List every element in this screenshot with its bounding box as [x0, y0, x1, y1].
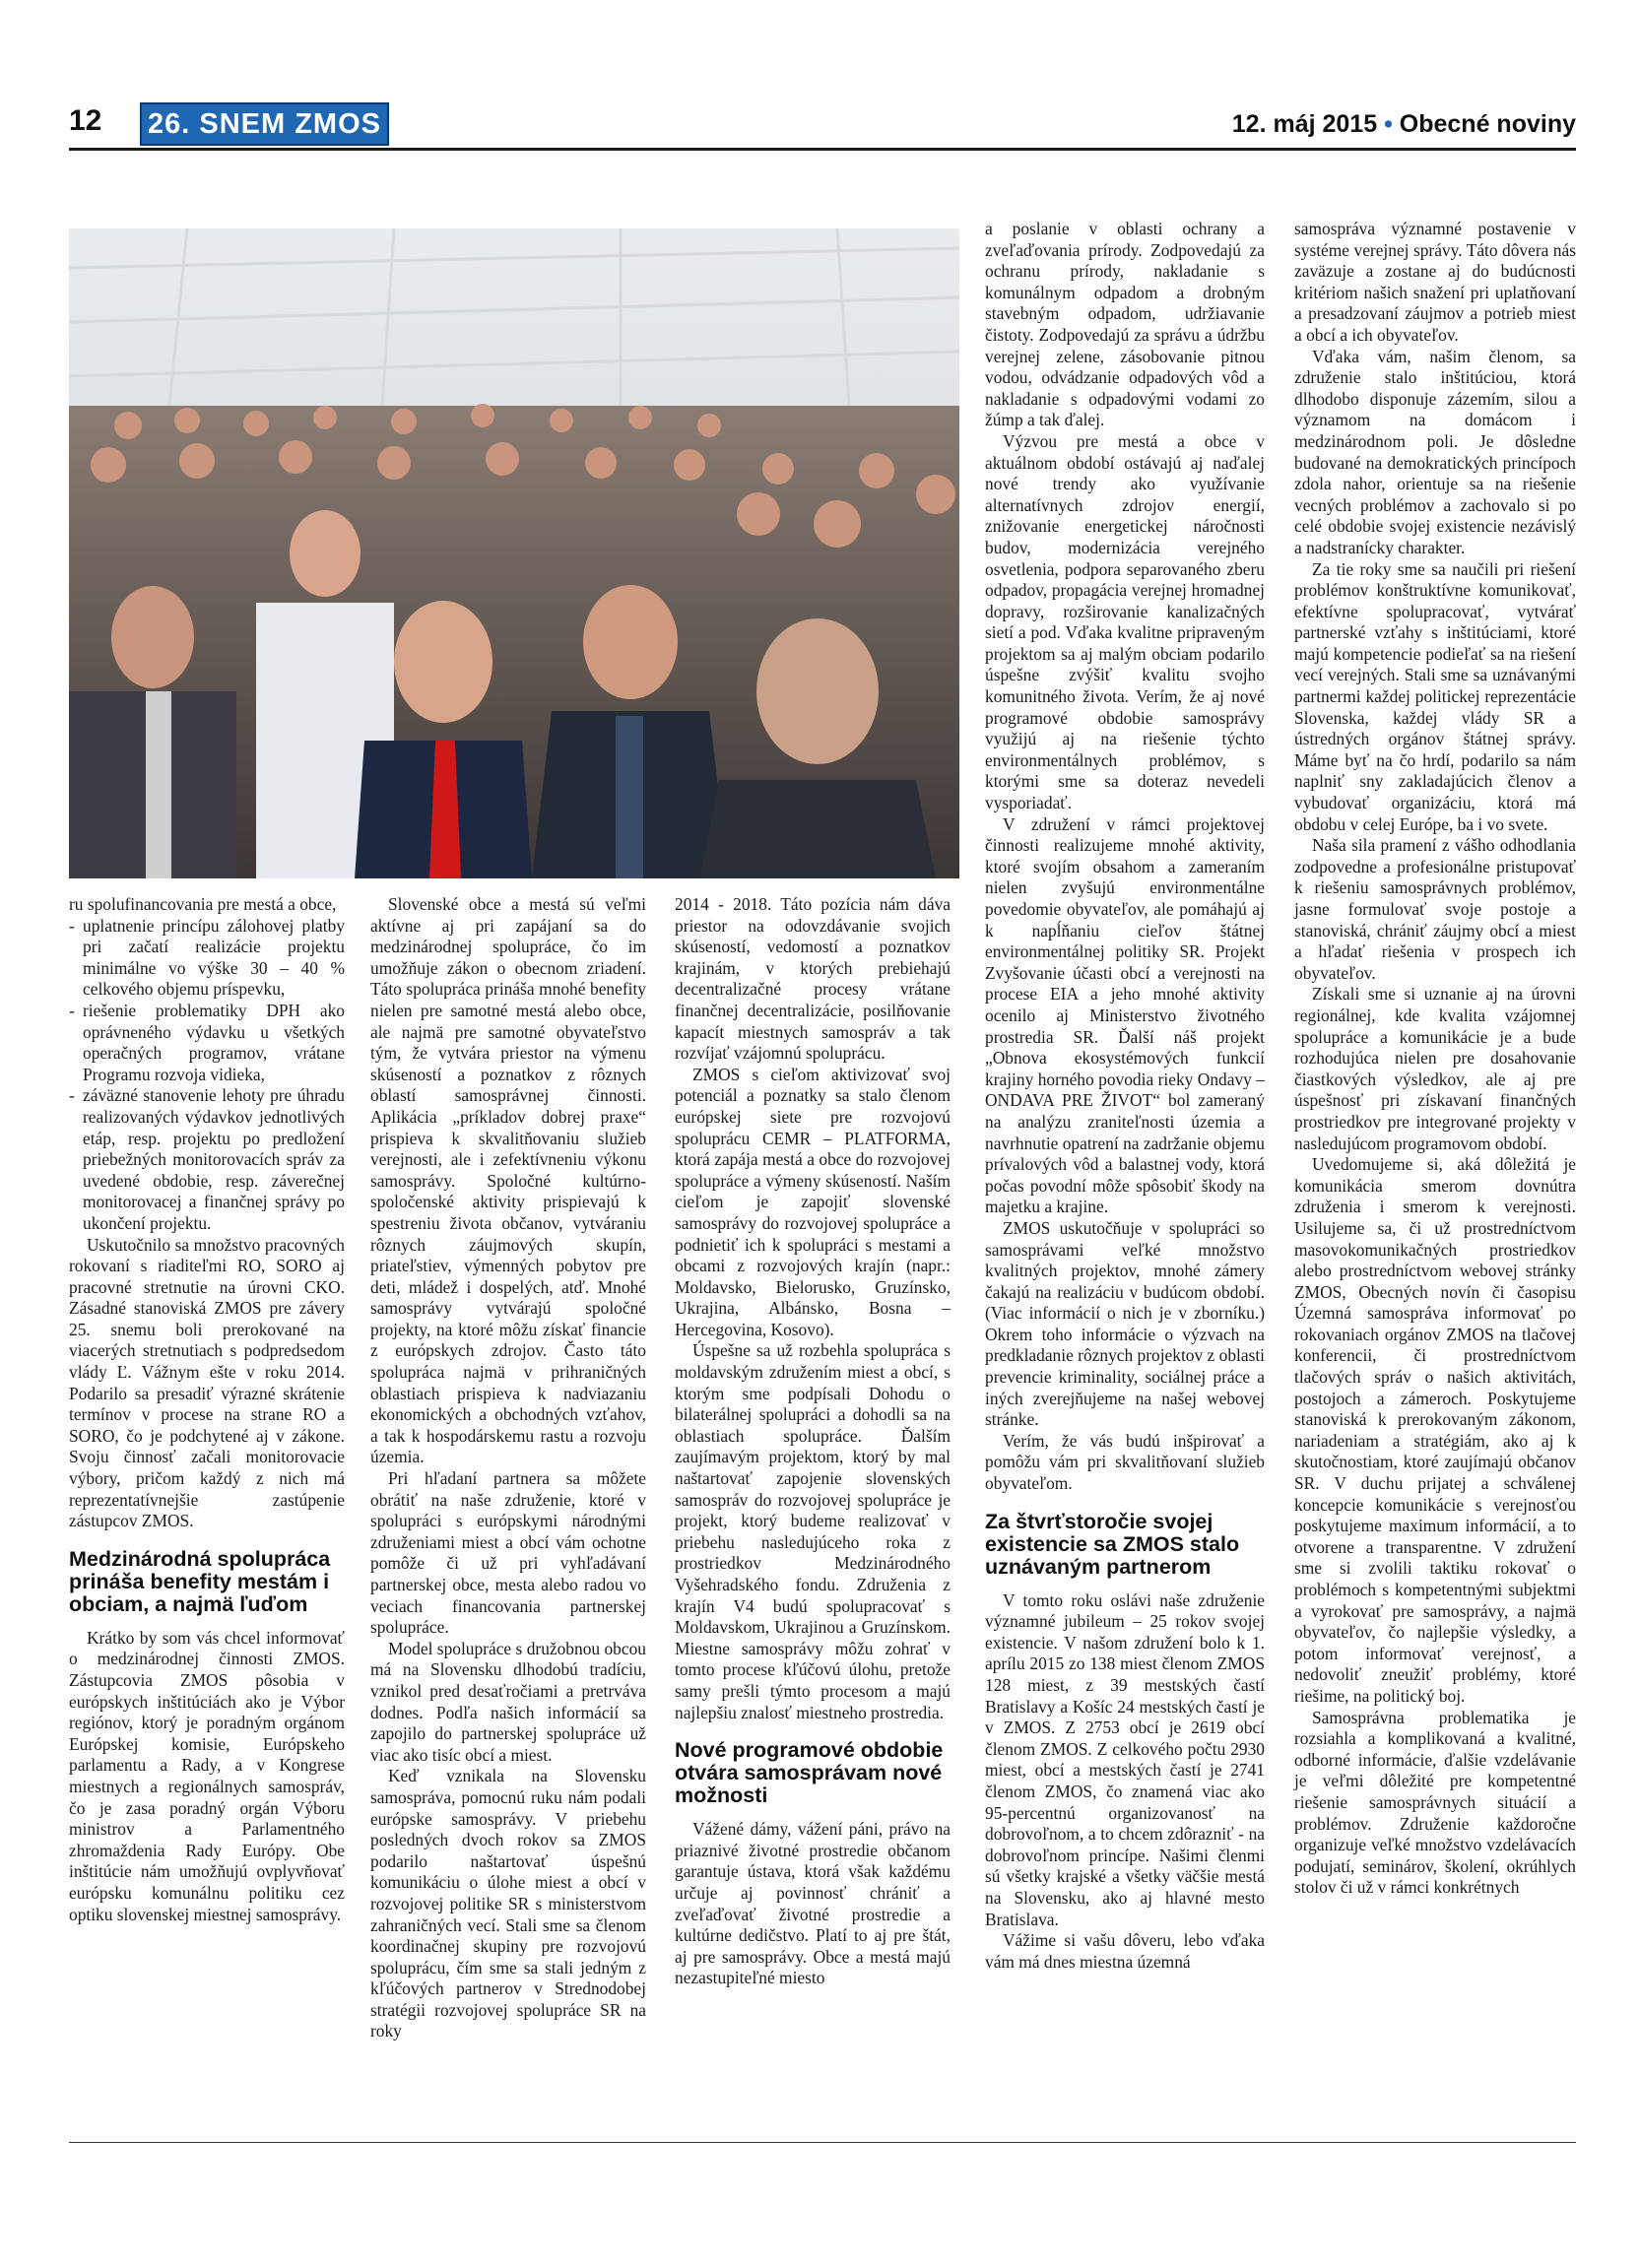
paragraph: ZMOS s cieľom aktivizovať svoj potenciál a poznatky sa stalo členom európskej siete pre rozvojovú spoluprácu CEMR – PLATFORMA, ktorá zapája mestá a obce do rozvojovej spolupráce a výmeny skúseností. Naším cieľom je zapojiť slovenské samosprávy do rozvojovej spolupráce a podnietiť ich k spolupráci s mestami a obcami z rozvojových krajín (napr.: Moldavsko, Bielorusko, Gruzínsko, Ukrajina, Albánsko, Bosna – Hercegovina, Kosovo). — [675, 1064, 951, 1339]
paragraph: V združení v rámci projektovej činnosti realizujeme mnohé aktivity, ktoré svojím obsahom a zameraním nielen zvyšujú environmentálne povedomie obyvateľov, ale pomáhajú aj k napĺňaniu cieľov štátnej environmentálnej politiky SR. Projekt Zvyšovanie účasti obcí a verejnosti na procese EIA a jeho mnohé aktivity ocenilo aj Ministerstvo životného prostredia SR. Ďalší náš projekt „Obnova ekosystémových funkcií krajiny horného povodia rieky Ondavy – ONDAVA PRE ŽIVOT“ bol zameraný na analýzu zraniteľnosti územia a navrhnutie opatrení na zadržanie objemu prívalových vôd a balastnej vody, ktorá počas povodní môže spôsobiť škody na majetku a krajine. — [985, 813, 1265, 1217]
paragraph: V tomto roku oslávi naše združenie významné jubileum – 25 rokov svojej existencie. V našom združení bolo k 1. aprílu 2015 zo 138 miest členom ZMOS 128 miest, z 39 mestských častí Bratislavy a Košíc 24 mestských častí je v ZMOS. Z 2753 obcí je 2619 obcí členom ZMOS. Z celkového počtu 2930 miest, obcí a mestských častí je 2741 členom ZMOS, čo znamená viac ako 95-percentnú organizovanosť na dobrovoľnom, a to chcem zdôrazniť - na dobrovoľnom princípe. Našimi členmi sú všetky krajské a všetky väčšie mestá na Slovensku, ako aj hlavné mesto Bratislava. — [985, 1589, 1265, 1929]
paragraph: Model spolupráce s družobnou obcou má na Slovensku dlhodobú tradíciu, vznikol pred desaťročiami a pretrváva dodnes. Podľa našich informácií sa zapojilo do partnerskej spolupráce už viac ako tisíc obcí a miest. — [370, 1638, 646, 1765]
subheading: Nové programové obdobie otvára samosprávam nové možnosti — [675, 1738, 944, 1808]
paragraph: Výzvou pre mestá a obce v aktuálnom období ostávajú aj naďalej nové trendy ako využívanie alternatívnych zdrojov energií, znižovanie energetickej náročnosti budov, modernizácia verejného osvetlenia, podpora separovaného zberu odpadov, propagácia verejnej hromadnej dopravy, rozširovanie kanalizačných sietí a pod. Vďaka kvalitne pripraveným projektom sa aj malým obciam podarilo úspešne zvýšiť kvalitu svojho komunitného života. Verím, že aj nové programové obdobie samosprávy využijú aj na riešenie týchto environmentálnych problémov, s ktorými sme sa doteraz nevedeli vysporiadať. — [985, 430, 1265, 813]
paragraph: Keď vznikala na Slovensku samospráva, pomocnú ruku nám podali európske samosprávy. V priebehu posledných dvoch rokov sa ZMOS podarilo naštartovať úspešnú komunikáciu o úlohe miest a obcí v rozvojovej politike SR s ministerstvom zahraničných vecí. Stali sme sa členom koordinačnej skupiny pre rozvojovú spoluprácu, čím sme sa stali jedným z kľúčových partnerov v Strednodobej stratégii rozvojovej spolupráce SR na roky — [370, 1766, 646, 2041]
conference-audience-photo — [69, 228, 959, 878]
paragraph: Získali sme si uznanie aj na úrovni regionálnej, kde kvalita vzájomnej spolupráce a komunikácie je a bude rozhodujúca nielen pre dosahovanie čiastkových výsledkov, ale aj pre úspešnosť pri získavaní finančných prostriedkov pre integrované projekty v nasledujúcom programovom období. — [1294, 984, 1576, 1153]
issue-date: 12. máj 2015 — [1231, 110, 1378, 138]
footer-rule — [69, 2142, 1576, 2143]
article-column-3 — [675, 894, 951, 1989]
publication-name: Obecné noviny — [1399, 110, 1576, 138]
paragraph: Vážené dámy, vážení páni, právo na priaznivé životné prostredie občanom garantuje ústava, ktorá však každému určuje aj povinnosť chrániť a zveľaďovať životné prostredie a kultúrne dedičstvo. Platí to aj pre štát, aj pre samosprávy. Obce a mestá majú nezastupiteľné miesto — [675, 1819, 951, 1988]
paragraph: Vďaka vám, našim členom, sa združenie stalo inštitúciou, ktorá dlhodobo disponuje zázemím, silou a významom na domácom i medzinárodnom poli. Je dôsledne budované na demokratických princípoch zdola nahor, orientuje sa na riešenie vecných problémov a zachovalo si po celé obdobie svojej existencie nezávislý a nadstranícky charakter. — [1294, 346, 1576, 557]
paragraph: Za tie roky sme sa naučili pri riešení problémov konštruktívne komunikovať, efektívne spolupracovať, vytvárať partnerské vzťahy s inštitúciami, ktoré majú kompetencie podieľať sa na riešení vecí verejných. Stali sme sa uznávanými partnermi každej politickej reprezentácie Slovenska, každej vlády SR a ústredných orgánov štátnej správy. Máme byť na čo hrdí, podarilo sa nám naplniť sny zakladajúcich členov a vybudovať organizáciu, ktorá má obdobu v celej Európe, ba i vo svete. — [1294, 558, 1576, 834]
separator-dot: • — [1384, 110, 1393, 138]
paragraph: Naša sila pramení z vášho odhodlania zodpovedne a profesionálne pristupovať k riešeniu samosprávnych problémov, jasne formulovať svoje postoje a stanoviská, chrániť záujmy obcí a miest a hľadať riešenia v prospech ich obyvateľov. — [1294, 835, 1576, 983]
paragraph: Uvedomujeme si, aká dôležitá je komunikácia smerom dovnútra združenia i smerom k verejnosti. Usilujeme sa, či už prostredníctvom masovokomunikačných prostriedkov alebo prostredníctvom webovej stránky ZMOS, Obecných novín či časopisu Územná samospráva informovať po rokovaniach orgánov ZMOS na tlačovej konferencii, či prostredníctvom tlačových správ o našich aktivitách, postojoch a zámeroch. Poskytujeme stanoviská k prerokovaným zákonom, nariadeniam a stratégiám, ako aj k skutočnostiam, ktoré zaujímajú občanov SR. V duchu prijatej a schválenej koncepcie komunikácie s verejnosťou poskytujeme maximum informácií, a to otvorene a transparentne. V združení sme si zvolili taktiku rokovať o problémoch s kompetentnými subjektmi a vyrokovať pre samosprávy, a najmä obyvateľov, čo najlepšie výsledky, a potom informovať verejnosť, a nedovoliť zneužiť problémy, ktoré riešime, na politický boj. — [1294, 1154, 1576, 1706]
paragraph: 2014 - 2018. Táto pozícia nám dáva priestor na odovzdávanie svojich skúseností, vedomostí a poznatkov krajinám, v ktorých prebiehajú decentralizačné procesy vrátane finančnej decentralizácie, posilňovanie kapacít miestnych samospráv a tak rozvíjať vzájomnú spoluprácu. — [675, 894, 951, 1064]
page-header — [69, 102, 1576, 150]
paragraph: Pri hľadaní partnera sa môžete obrátiť na naše združenie, ktoré v spolupráci s európskymi národnými združeniami miest a obcí vám ochotne pomôže či už pri vyhľadávaní partnerskej obce, mesta alebo radou vo veciach financovania partnerskej spolupráce. — [370, 1468, 646, 1638]
subheading: Medzinárodná spolupráca prináša benefity mestám i obciam, a najmä ľuďom — [69, 1546, 331, 1616]
section-label: 26. SNEM ZMOS — [140, 102, 389, 146]
article-column-1 — [69, 894, 345, 1925]
article-column-2 — [370, 894, 646, 2042]
paragraph: Samosprávna problematika je rozsiahla a komplikovaná a kvalitné, odborné informácie, ďalšie vzdelávanie je veľmi dôležité pre kompetentné riešenie samosprávnych situácií a problémov. Združenie každoročne organizuje veľké množstvo vzdelávacích podujatí, seminárov, školení, okrúhlych stolov či už v rámci konkrétnych — [1294, 1707, 1576, 1898]
paragraph: Slovenské obce a mestá sú veľmi aktívne aj pri zapájaní sa do medzinárodnej spolupráce, čo im umožňuje zákon o obecnom zriadení. Táto spolupráca prináša mnohé benefity nielen pre samotné mestá alebo obce, ale najmä pre samotné obyvateľstvo tým, že vytvára priestor na výmenu skúseností a poznatkov z rôznych oblastí samosprávnej činnosti. Aplikácia „príkladov dobrej praxe“ prispieva k skvalitňovaniu služieb verejnosti, ale i zefektívneniu výkonu samosprávy. Spoločné kultúrno-spoločenské aktivity prispievajú k spestreniu života občanov, vytváraniu rôznych záujmových skupín, priateľstiev, výmenných pobytov pre deti, mládež i dospelých, atď. Mnohé samosprávy vytvárajú spoločné projekty, na ktoré môžu získať financie z európskych zdrojov. Často táto spolupráca najmä v prihraničných oblastiach prispieva k nadviazaniu ekonomických a obchodných vzťahov, a tak k hospodárskemu rastu a rozvoju územia. — [370, 894, 646, 1467]
paragraph: samospráva významné postavenie v systéme verejnej správy. Táto dôvera nás zaväzuje a zostane aj do budúcnosti kritériom našich snažení pri uplatňovaní a presadzovaní záujmov a potrieb miest a obcí a ich obyvateľov. — [1294, 219, 1576, 345]
paragraph: ru spolufinancovania pre mestá a obce, — [69, 894, 337, 914]
header-rule — [69, 148, 1576, 151]
paragraph: Uskutočnilo sa množstvo pracovných rokovaní s riaditeľmi RO, SORO aj pracovné stretnutie na úrovni CKO. Zásadné stanoviská ZMOS pre závery 25. snemu boli prerokované na viacerých stretnutiach s podpredsedom vlády Ľ. Vážnym ešte v roku 2014. Podarilo sa presadiť výrazné skrátenie termínov v procese na strane RO a SORO, čo je podchytené aj v zákone. Svoju činnosť začali monitorovacie výbory, pričom každý z nich má reprezentatívnejšie zastúpenie zástupcov ZMOS. — [69, 1234, 345, 1531]
demands-list — [69, 916, 345, 1235]
list-item: - záväzné stanovenie lehoty pre úhradu realizovaných výdavkov jednotlivých etáp, resp. projektu po predložení priebežných monitorovacích správ za uvedené obdobie, resp. záverečnej monitorovacej a finančnej správy po ukončení projektu. — [69, 1085, 345, 1234]
paragraph: a poslanie v oblasti ochrany a zveľaďovania prírody. Zodpovedajú za ochranu prírody, nakladanie s komunálnym odpadom a drobným stavebným odpadom, udržiavanie čistoty. Zodpovedajú za správu a údržbu verejnej zelene, zásobovanie pitnou vodou, odvádzanie odpadových vôd a nakladanie s odpadovými vodami zo žúmp a tak ďalej. — [985, 219, 1265, 430]
list-item: - uplatnenie princípu zálohovej platby pri začatí realizácie projektu minimálne vo výške 30 – 40 % celkového objemu príspevku, — [69, 916, 345, 1001]
subheading: Za štvrťstoročie svojej existencie sa ZMOS stalo uznávaným partnerom — [985, 1509, 1240, 1579]
article-column-5 — [1294, 219, 1576, 1899]
dateline — [1232, 110, 1576, 139]
paragraph: ZMOS uskutočňuje v spolupráci so samosprávami veľké množstvo kvalitných projektov, mnohé zámery čakajú na realizáciu v budúcom období. (Viac informácií o nich je v zborníku.) Okrem toho informácie o výzvach na predkladanie rôznych projektov z oblasti prevencie kriminality, sociálnej práce a iných zverejňujeme na našej webovej stránke. — [985, 1217, 1265, 1430]
page-number: 12 — [69, 104, 102, 137]
paragraph: Krátko by som vás chcel informovať o medzinárodnej činnosti ZMOS. Zástupcovia ZMOS pôsobia v európskych inštitúciách ako je Výbor regiónov, ktorý je poradným orgánom Európskej komisie, Európskeho parlamentu a Rady, a v Kongrese miestnych a regionálnych samospráv, čo je zasa poradný orgán Výboru ministrov a Parlamentného zhromaždenia Rady Európy. Obe inštitúcie nám umožňujú ovplyvňovať európsku komunálnu politiku cez optiku slovenskej miestnej samosprávy. — [69, 1627, 345, 1924]
article-column-4 — [985, 219, 1265, 1973]
list-item: - riešenie problematiky DPH ako oprávneného výdavku u všetkých operačných programov, vrátane Programu rozvoja vidieka, — [69, 1001, 345, 1085]
paragraph: Verím, že vás budú inšpirovať a pomôžu vám pri skvalitňovaní služieb obyvateľom. — [985, 1430, 1265, 1494]
paragraph: Vážime si vašu dôveru, lebo vďaka vám má dnes miestna územná — [985, 1930, 1265, 1972]
paragraph: Úspešne sa už rozbehla spolupráca s moldavským združením miest a obcí, s ktorým sme podpísali Dohodu o bilaterálnej spolupráci a dohodli sa na oblastiach spolupráce. Ďalším zaujímavým projektom, ktorý by mal naštartovať zapojenie slovenských samospráv do rozvojovej spolupráce je projekt, ktorý budeme realizovať v priebehu nasledujúceho roka z prostriedkov Medzinárodného Vyšehradského fondu. Združenia z krajín V4 budú spolupracovať s Moldavskom, Ukrajinou a Gruzínskom. Miestne samosprávy môžu zohrať v tomto procese kľúčovú úlohu, pretože samy prešli týmto procesom a majú najlepšiu znalosť miestneho prostredia. — [675, 1340, 951, 1722]
